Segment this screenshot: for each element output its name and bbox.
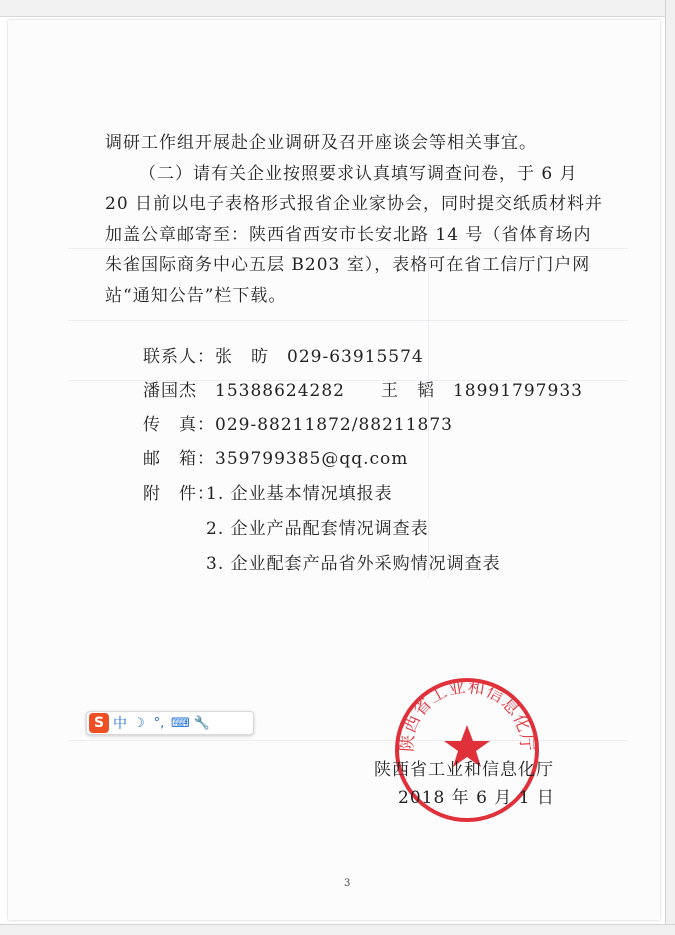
attachment-item: 3. 企业配套产品省外采购情况调查表	[206, 554, 501, 574]
email-line: 邮 箱：359799385@qq.com	[143, 449, 409, 469]
viewer-scrollbar[interactable]	[665, 0, 675, 935]
ime-logo-icon[interactable]: S	[89, 713, 109, 733]
show-through-line	[68, 320, 628, 321]
issue-date: 2018 年 6 月 1 日	[398, 788, 555, 808]
page-number: 3	[344, 878, 351, 889]
signer: 陕西省工业和信息化厅	[374, 760, 554, 780]
contact-line-1: 联系人：张 昉 029-63915574	[143, 347, 424, 367]
wrench-icon[interactable]: 🔧	[193, 715, 210, 731]
seal-text: 陕西省工业和信息化厅	[397, 677, 537, 753]
moon-icon[interactable]: ☽	[133, 715, 145, 731]
keyboard-icon[interactable]: ⌨	[171, 715, 190, 731]
viewer-bottom-bar	[0, 924, 675, 935]
contact-line-2: 潘国杰 15388624282 王 韬 18991797933	[143, 381, 583, 401]
punctuation-icon[interactable]: °,	[153, 715, 165, 731]
paragraph-instructions: （二）请有关企业按照要求认真填写调查问卷，于 6 月 20 日前以电子表格形式报省企业家协会，同时提交纸质材料并加盖公章邮寄至：陕西省西安市长安北路 14 号（省体育场内朱雀国际商务中心五层 B203 室），表格可在省工信厅门户网站“通知公告”栏下载。	[105, 163, 604, 306]
ime-mode-toggle[interactable]: 中	[113, 716, 127, 732]
document-page	[8, 20, 660, 920]
viewer-top-bar	[0, 0, 675, 17]
attachment-label: 附 件：	[143, 484, 215, 504]
paragraph-continuation: 调研工作组开展赴企业调研及召开座谈会等相关事宜。	[105, 133, 537, 153]
attachment-item: 2. 企业产品配套情况调查表	[206, 519, 429, 539]
show-through-line	[68, 740, 628, 741]
ime-toolbar[interactable]	[86, 711, 254, 735]
attachment-item: 1. 企业基本情况填报表	[206, 484, 393, 504]
body-text	[105, 128, 605, 311]
fax-line: 传 真：029-88211872/88211873	[143, 415, 453, 435]
